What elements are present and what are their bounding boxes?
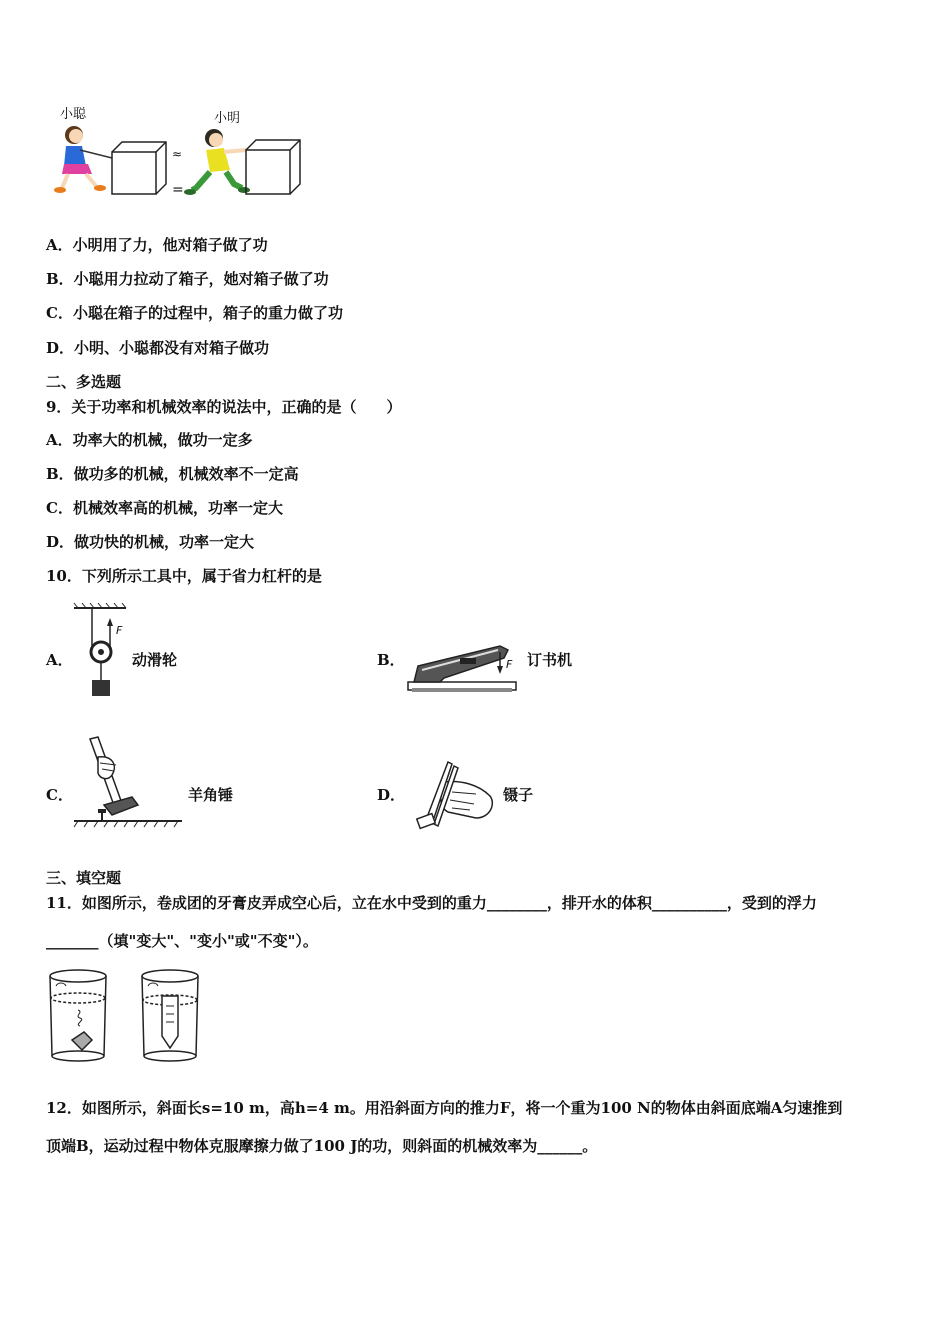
q10-stem: 10．下列所示工具中，属于省力杠杆的是 <box>46 567 322 585</box>
q10-option-c-letter: C． <box>46 786 73 804</box>
svg-text:=: = <box>172 182 184 198</box>
q8-option-c: C．小聪在箱子的过程中，箱子的重力做了功 <box>46 304 343 322</box>
boy-pushing-figure <box>184 129 250 195</box>
tweezers-figure <box>404 752 496 832</box>
section-3-title: 三、填空题 <box>46 869 122 887</box>
q8-option-a: A．小明用了力，他对箱子做了功 <box>46 236 268 254</box>
label-xiaoming: 小明 <box>214 111 241 126</box>
q10-option-d-name: 镊子 <box>503 786 534 804</box>
q12-line-2: 顶端B，运动过程中物体克服摩擦力做了100 J的功，则斜面的机械效率为______。 <box>46 1137 598 1155</box>
svg-text:≈: ≈ <box>172 147 183 161</box>
beakers-figure <box>44 966 210 1066</box>
q8-figure <box>46 100 308 200</box>
q8-option-d: D．小明、小聪都没有对箱子做功 <box>46 339 270 357</box>
q9-option-a: A．功率大的机械，做功一定多 <box>46 431 253 449</box>
section-2-title: 二、多选题 <box>46 373 122 391</box>
beaker-right <box>142 970 198 1061</box>
beaker-left <box>50 970 106 1061</box>
q9-option-c: C．机械效率高的机械，功率一定大 <box>46 499 283 517</box>
q10-option-c-name: 羊角锤 <box>188 786 234 804</box>
q8-option-b: B．小聪用力拉动了箱子，她对箱子做了功 <box>46 270 329 288</box>
q10-option-b-letter: B． <box>377 651 405 669</box>
q12-line-1: 12．如图所示，斜面长s=10 m，高h=4 m。用沿斜面方向的推力F，将一个重为100 N的物体由斜面底端A匀速推到 <box>46 1099 843 1117</box>
q10-option-b-name: 订书机 <box>527 651 573 669</box>
movable-pulley-figure <box>72 602 130 702</box>
claw-hammer-figure <box>72 735 184 829</box>
q9-option-b: B．做功多的机械，机械效率不一定高 <box>46 465 299 483</box>
force-label: F <box>116 624 123 637</box>
q11-line-1: 11．如图所示，卷成团的牙膏皮弄成空心后，立在水中受到的重力________，排开水的体积__________，受到的浮力 <box>46 894 817 912</box>
label-xiaocong: 小聪 <box>60 107 87 122</box>
q10-option-d-letter: D． <box>377 786 406 804</box>
box-right <box>246 140 300 194</box>
q9-option-d: D．做功快的机械，功率一定大 <box>46 533 255 551</box>
girl-pulling-figure <box>54 126 112 193</box>
q9-stem: 9．关于功率和机械效率的说法中，正确的是（ ） <box>46 398 402 416</box>
stapler-figure <box>404 630 522 700</box>
q11-line-2: _______（填"变大"、"变小"或"不变"）。 <box>46 932 318 950</box>
q10-option-a-name: 动滑轮 <box>132 651 178 669</box>
force-label: F <box>506 658 513 671</box>
q10-option-a-letter: A． <box>46 651 73 669</box>
box-left <box>112 142 166 194</box>
